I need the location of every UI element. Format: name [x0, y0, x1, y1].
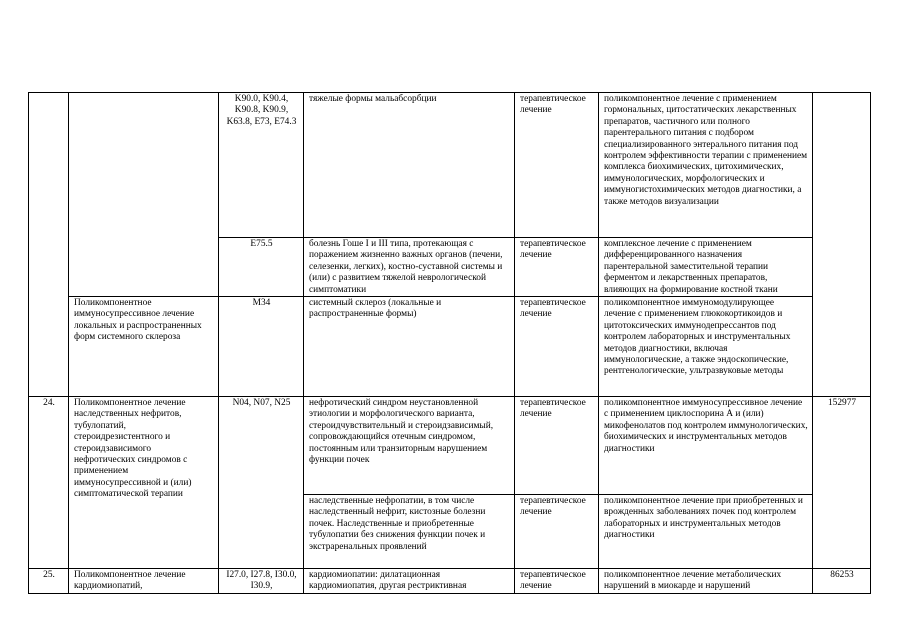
icd-codes-cell — [219, 569, 304, 594]
patient-model-cell — [304, 93, 515, 238]
patient-model-cell — [304, 297, 515, 397]
treatment-type-cell — [515, 238, 599, 297]
icd-codes-cell — [219, 238, 304, 297]
patient-model-text: системный склероз (локальные и распространенные формы) — [309, 298, 442, 320]
treatment-type-text: терапевтическое лечение — [520, 398, 586, 420]
treatment-name-cell — [69, 297, 219, 397]
procedures-table — [28, 92, 871, 594]
treatment-method-text: поликомпонентное лечение метаболических нарушений в миокарде и нарушений — [604, 570, 782, 592]
treatment-type-text: терапевтическое лечение — [520, 298, 586, 320]
row-number-text: 24. — [43, 398, 55, 408]
treatment-type-cell — [515, 93, 599, 238]
icd-codes-text: E75.5 — [250, 239, 273, 249]
treatment-name-cell — [69, 93, 219, 297]
icd-codes-text: M34 — [252, 298, 271, 308]
patient-model-text: наследственные нефропатии, в том числе наследственный нефрит, кистозные болезни почек. Наследственные и приобретенные тубулопатии без снижения функции почек и экстраренальных проявлений — [309, 496, 486, 552]
cost-text: 152977 — [827, 398, 857, 408]
icd-codes-cell — [219, 93, 304, 238]
patient-model-cell — [304, 397, 515, 495]
treatment-type-cell — [515, 569, 599, 594]
row-number-cell — [29, 93, 69, 397]
row-number-text: 25. — [43, 570, 55, 580]
treatment-method-text: поликомпонентное лечение с применением гормональных, цитостатических лекарственных препаратов, частичного или полного парентерального питания с подбором специализированного энтерального питания под контролем эффективности терапии с применением комплекса биохимических, цитохимических, иммунологических, морфологических и иммуногистохимических методов диагностики, а также методов визуализации — [604, 94, 808, 207]
patient-model-cell — [304, 238, 515, 297]
table-row — [29, 93, 871, 238]
treatment-type-text: терапевтическое лечение — [520, 239, 586, 261]
icd-codes-cell — [219, 297, 304, 397]
patient-model-cell — [304, 569, 515, 594]
treatment-type-cell — [515, 397, 599, 495]
treatment-name-cell — [69, 397, 219, 569]
icd-codes-text: K90.0, K90.4, K90.8, K90.9, K63.8, E73, E74.3 — [226, 94, 297, 127]
treatment-type-cell — [515, 495, 599, 569]
treatment-name-text: Поликомпонентное лечение наследственных нефритов, тубулопатий, стероидрезистентного и стероидзависимого нефротических синдромов с применением иммуносупрессивной и (или) симптоматической терапии — [74, 398, 192, 500]
treatment-method-text: поликомпонентное иммуносупрессивное лечение с применением циклоспорина А и (или) микофенолатов под контролем иммунологических, биохимических и инструментальных методов диагностики — [604, 398, 808, 454]
treatment-method-cell — [599, 495, 813, 569]
treatment-method-cell — [599, 238, 813, 297]
cost-cell — [813, 93, 871, 397]
cost-cell — [813, 397, 871, 569]
treatment-type-text: терапевтическое лечение — [520, 570, 586, 592]
treatment-method-text: поликомпонентное иммуномодулирующее лечение с применением глюкокортикоидов и цитотоксических иммунодепрессантов под контролем лабораторных и инструментальных методов диагностики, включая иммунологические, а также эндоскопические, рентгенологические, ультразвуковые методы — [604, 298, 791, 377]
patient-model-text: кардиомиопатии: дилатационная кардиомиопатия, другая рестриктивная — [309, 570, 467, 592]
row-number-cell — [29, 569, 69, 594]
row-number-cell — [29, 397, 69, 569]
cost-cell — [813, 569, 871, 594]
icd-codes-text: N04, N07, N25 — [232, 398, 291, 408]
treatment-method-cell — [599, 569, 813, 594]
treatment-type-text: терапевтическое лечение — [520, 94, 586, 116]
cost-text: 86253 — [830, 570, 854, 580]
treatment-method-cell — [599, 297, 813, 397]
patient-model-text: нефротический синдром неустановленной этиологии и морфологического варианта, стероидчувствительный и стероидзависимый, сопровождающийся отечным синдромом, постоянным или транзиторным нарушением функции почек — [309, 398, 494, 466]
treatment-method-text: комплексное лечение с применением дифференцированного назначения парентеральной заместительной терапии ферментом и лекарственных препаратов, влияющих на формирование костной ткани — [604, 239, 778, 295]
table-row — [29, 397, 871, 495]
icd-codes-text: I27.0, I27.8, I30.0, I30.9, — [226, 570, 297, 592]
patient-model-text: тяжелые формы мальабсорбции — [309, 94, 437, 104]
treatment-method-cell — [599, 93, 813, 238]
treatment-name-cell — [69, 569, 219, 594]
treatment-type-text: терапевтическое лечение — [520, 496, 586, 518]
treatment-method-text: поликомпонентное лечение при приобретенных и врожденных заболеваниях почек под контролем лабораторных и инструментальных методов диагностики — [604, 496, 803, 541]
treatment-method-cell — [599, 397, 813, 495]
table-row — [29, 569, 871, 594]
treatment-name-text: Поликомпонентное лечение кардиомиопатий, — [74, 570, 186, 592]
treatment-name-text: Поликомпонентное иммуносупрессивное лечение локальных и распространенных форм системного склероза — [74, 298, 202, 343]
patient-model-cell — [304, 495, 515, 569]
patient-model-text: болезнь Гоше I и III типа, протекающая с поражением жизненно важных органов (печени, селезенки, легких), костно-суставной системы и (или) с развитием тяжелой неврологической симптоматики — [309, 239, 503, 295]
table-row — [29, 297, 871, 397]
treatment-type-cell — [515, 297, 599, 397]
icd-codes-cell — [219, 397, 304, 569]
